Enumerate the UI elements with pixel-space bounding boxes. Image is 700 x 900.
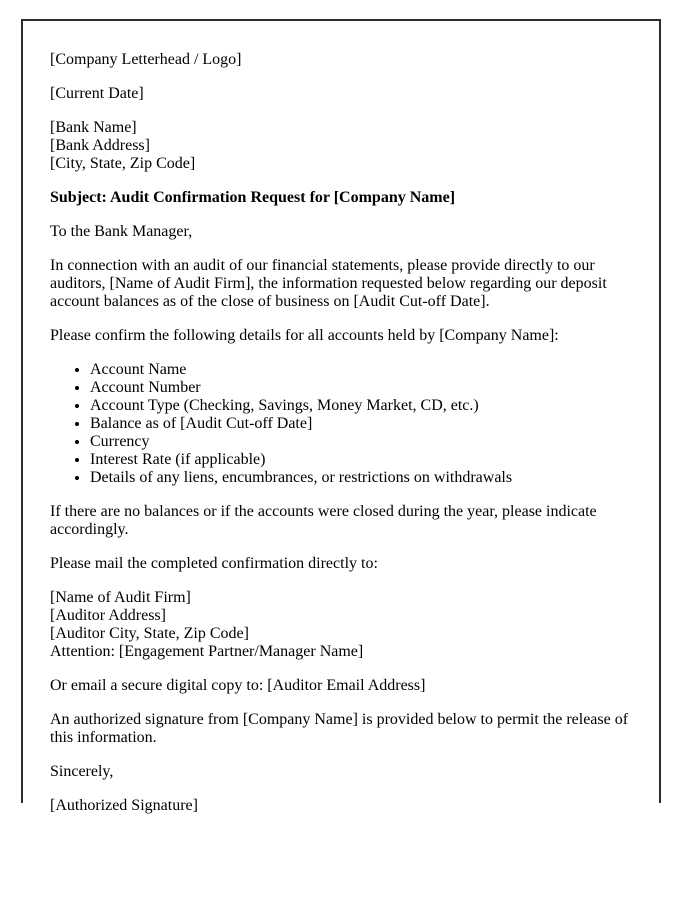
confirm-paragraph: Please confirm the following details for all accounts held by [Company Name]: [50,327,559,344]
email-paragraph: Or email a secure digital copy to: [Auditor Email Address] [50,677,426,694]
account-details-list [50,361,633,487]
bank-name-line: [Bank Name] [50,119,137,136]
no-balance-paragraph: If there are no balances or if the accounts were closed during the year, please indicate accordingly. [50,503,597,538]
list-item: • Interest Rate (if applicable) [90,451,633,469]
intro-paragraph: In connection with an audit of our financial statements, please provide directly to our auditors, [Name of Audit Firm], the information requested below regarding our deposit account balances as of the close of business on [Audit Cut-off Date]. [50,257,607,310]
salutation: To the Bank Manager, [50,223,193,240]
authorization-paragraph: An authorized signature from [Company Name] is provided below to permit the release of this information. [50,711,629,746]
subject-line: Subject: Audit Confirmation Request for [Company Name] [50,189,456,206]
bank-address-block [50,119,633,173]
list-item: • Currency [90,433,633,451]
bank-address-line: [Bank Address] [50,137,150,154]
list-item: • Account Type (Checking, Savings, Money Market, CD, etc.) [90,397,633,415]
auditor-city-state-zip-line: [Auditor City, State, Zip Code] [50,625,249,642]
auditor-address-block [50,589,633,661]
date-line: [Current Date] [50,85,144,102]
letter-page [21,19,661,814]
auditor-firm-line: [Name of Audit Firm] [50,589,191,606]
list-item: • Account Number [90,379,633,397]
list-item: • Account Name [90,361,633,379]
attention-line: Attention: [Engagement Partner/Manager Name] [50,643,364,660]
auditor-address-line: [Auditor Address] [50,607,166,624]
signature-placeholder-line: [Authorized Signature] [50,797,198,814]
closing-line: Sincerely, [50,763,114,780]
bank-city-state-zip-line: [City, State, Zip Code] [50,155,196,172]
list-item: • Balance as of [Audit Cut-off Date] [90,415,633,433]
mail-paragraph: Please mail the completed confirmation directly to: [50,555,378,572]
letterhead-placeholder: [Company Letterhead / Logo] [50,51,242,68]
list-item: • Details of any liens, encumbrances, or restrictions on withdrawals [90,469,633,487]
